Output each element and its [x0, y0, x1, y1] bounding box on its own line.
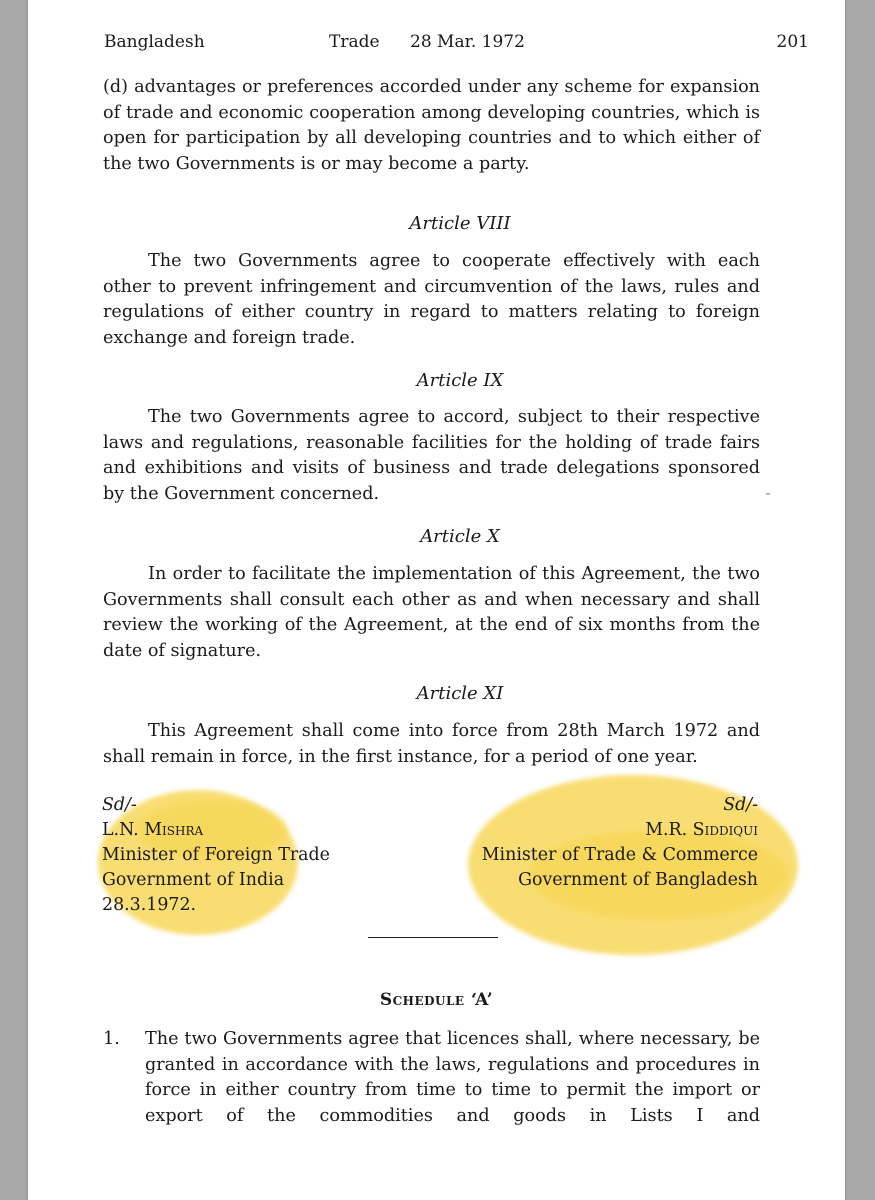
article-11-heading: Article XI: [416, 683, 504, 704]
signatory-name: M.R. Siddiqui: [645, 820, 758, 840]
article-10-text: In order to facilitate the implementation of this Agreement, the two Governments shall consult each other as and when necessary and shall review the working of the Agreement, at the end of six months from the date of signature.: [103, 564, 760, 661]
signature-block-india: [102, 793, 330, 918]
header-country: Bangladesh: [104, 32, 205, 52]
page-number: 201: [776, 32, 809, 52]
article-9-heading: Article IX: [416, 370, 504, 391]
signatory-government: Government of Bangladesh: [518, 870, 758, 890]
signature-date: 28.3.1972.: [102, 895, 197, 915]
article-11-text: This Agreement shall come into force from 28th March 1972 and shall remain in force, in the first instance, for a period of one year.: [103, 721, 760, 767]
article-10-heading: Article X: [420, 526, 500, 547]
signed-mark: Sd/-: [102, 795, 137, 815]
schedule-title: Schedule ‘A’: [379, 990, 494, 1010]
schedule-item-number: 1.: [103, 1029, 120, 1049]
schedule-item-text: The two Governments agree that licences shall, where necessary, be granted in accordance with the laws, regulations and procedures in force in either country from time to time to permit the import or export of the commodities and goods in Lists I and: [145, 1029, 760, 1126]
document-page: [28, 0, 845, 1200]
scan-speck: [766, 493, 770, 495]
signatory-title: Minister of Trade & Commerce: [481, 845, 758, 865]
article-8-heading: Article VIII: [409, 213, 511, 234]
signature-block-bangladesh: [482, 793, 758, 893]
header-subject: Trade: [329, 32, 380, 52]
running-header: [104, 32, 809, 58]
signatory-government: Government of India: [102, 870, 285, 890]
signatory-name: L.N. Mishra: [102, 820, 204, 840]
header-date: 28 Mar. 1972: [410, 32, 525, 52]
clause-d: (d) advantages or preferences accorded under any scheme for expansion of trade and economic cooperation among developing countries, which is open for participation by all developing countries and to which either of the two Governments is or may become a party.: [103, 77, 760, 174]
section-divider: [368, 937, 498, 938]
article-9-text: The two Governments agree to accord, subject to their respective laws and regulations, reasonable facilities for the holding of trade fairs and exhibitions and visits of business and trade delegations sponsored by the Government concerned.: [103, 407, 760, 504]
article-8-text: The two Governments agree to cooperate effectively with each other to prevent infringement and circumvention of the laws, rules and regulations of either country in regard to matters relating to foreign exchange and foreign trade.: [103, 251, 760, 348]
signatory-title: Minister of Foreign Trade: [102, 845, 330, 865]
signed-mark: Sd/-: [723, 795, 758, 815]
